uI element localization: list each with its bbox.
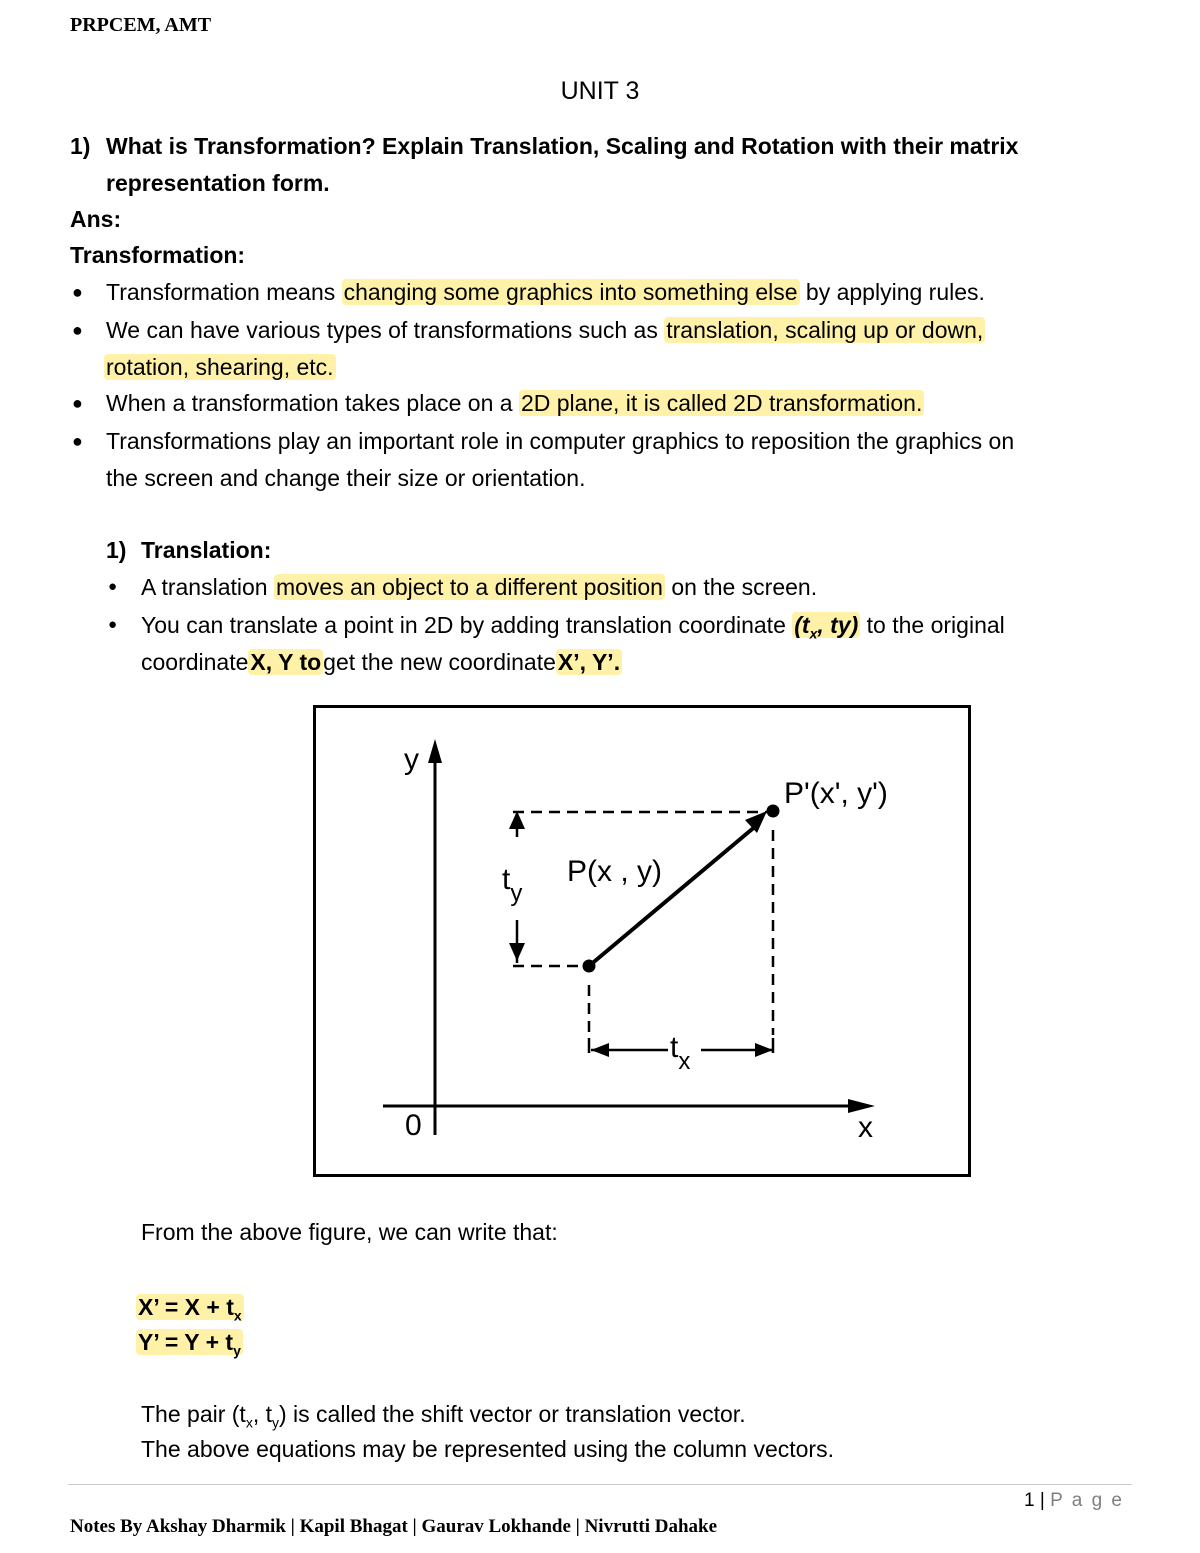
- page-footer: Notes By Akshay Dharmik | Kapil Bhagat | Gaurav Lokhande | Nivrutti Dahake: [70, 1516, 718, 1537]
- highlight: 2D plane, it is called 2D transformation.: [520, 390, 923, 416]
- question-line-1: What is Transformation? Explain Translation, Scaling and Rotation with their matrix: [106, 133, 1019, 159]
- bullet-icon: ●: [108, 616, 118, 633]
- bullet-icon: ●: [108, 578, 118, 595]
- highlight: ($t_x$, ty): [794, 612, 859, 642]
- bullet-icon: ●: [72, 320, 83, 340]
- translation-figure: [313, 705, 971, 1177]
- footer-divider: [68, 1484, 1132, 1485]
- point-p-prime-label: P'(x', y'): [784, 777, 888, 810]
- bullet-2-line-2: [104, 352, 336, 382]
- section-title: Transformation:: [70, 242, 246, 268]
- highlight: X’, Y’.: [557, 649, 621, 675]
- point-p: [583, 960, 596, 973]
- translation-bullet-2-line-2: coordinateX, Y toget the new coordinateX’, Y’.: [141, 649, 621, 675]
- question-number: 1): [70, 133, 91, 159]
- from-figure-text: From the above figure, we can write that:: [141, 1219, 558, 1245]
- page-header: PRPCEM, AMT: [70, 14, 212, 36]
- point-p-label: P(x , y): [567, 855, 662, 888]
- bullet-4-line-2: the screen and change their size or orientation.: [106, 465, 586, 491]
- translation-bullet-2: You can translate a point in 2D by adding translation coordinate ($t_x$, ty) to the original: [141, 612, 1005, 642]
- bullet-icon: ●: [72, 282, 83, 302]
- highlight: moves an object to a different position: [275, 574, 663, 600]
- highlight: translation, scaling up or down,: [666, 317, 984, 343]
- bullet-2: We can have various types of transformations such as translation, scaling up or down,: [106, 317, 984, 343]
- question-line-2: representation form.: [106, 170, 330, 196]
- bullet-4-line-1: Transformations play an important role in computer graphics to reposition the graphics on: [106, 428, 1015, 454]
- translation-number: 1): [106, 537, 127, 563]
- y-axis-label: y: [404, 743, 419, 776]
- highlight: changing some graphics into something else: [343, 279, 798, 305]
- equation-1: X’ = $X + t_x$: [138, 1294, 242, 1324]
- page-number: 1 | P a g e: [1024, 1490, 1124, 1511]
- translation-bullet-1: A translation moves an object to a different position on the screen.: [141, 574, 818, 600]
- highlight: X, Y to: [250, 649, 322, 675]
- tx-label: $t_x$: [670, 1031, 691, 1075]
- highlight: rotation, shearing, etc.: [106, 354, 334, 380]
- bullet-icon: ●: [72, 393, 83, 413]
- translation-title: Translation:: [141, 537, 272, 563]
- bullet-icon: ●: [72, 431, 83, 451]
- x-axis-label: x: [858, 1111, 873, 1144]
- origin-label: 0: [405, 1109, 422, 1142]
- pair-text: The pair ($t_x$, $t_y$) is called the shift vector or translation vector.: [141, 1401, 746, 1431]
- equation-2: Y’ = $Y + t_y$: [138, 1329, 241, 1359]
- column-vectors-text: The above equations may be represented using the column vectors.: [141, 1436, 834, 1462]
- point-p-prime: [767, 805, 780, 818]
- bullet-3: When a transformation takes place on a 2D plane, it is called 2D transformation.: [106, 390, 923, 416]
- unit-title: UNIT 3: [560, 77, 640, 105]
- ans-label: Ans:: [70, 206, 122, 232]
- bullet-1: Transformation means changing some graphics into something else by applying rules.: [106, 279, 985, 305]
- ty-label: $t_y$: [502, 863, 523, 907]
